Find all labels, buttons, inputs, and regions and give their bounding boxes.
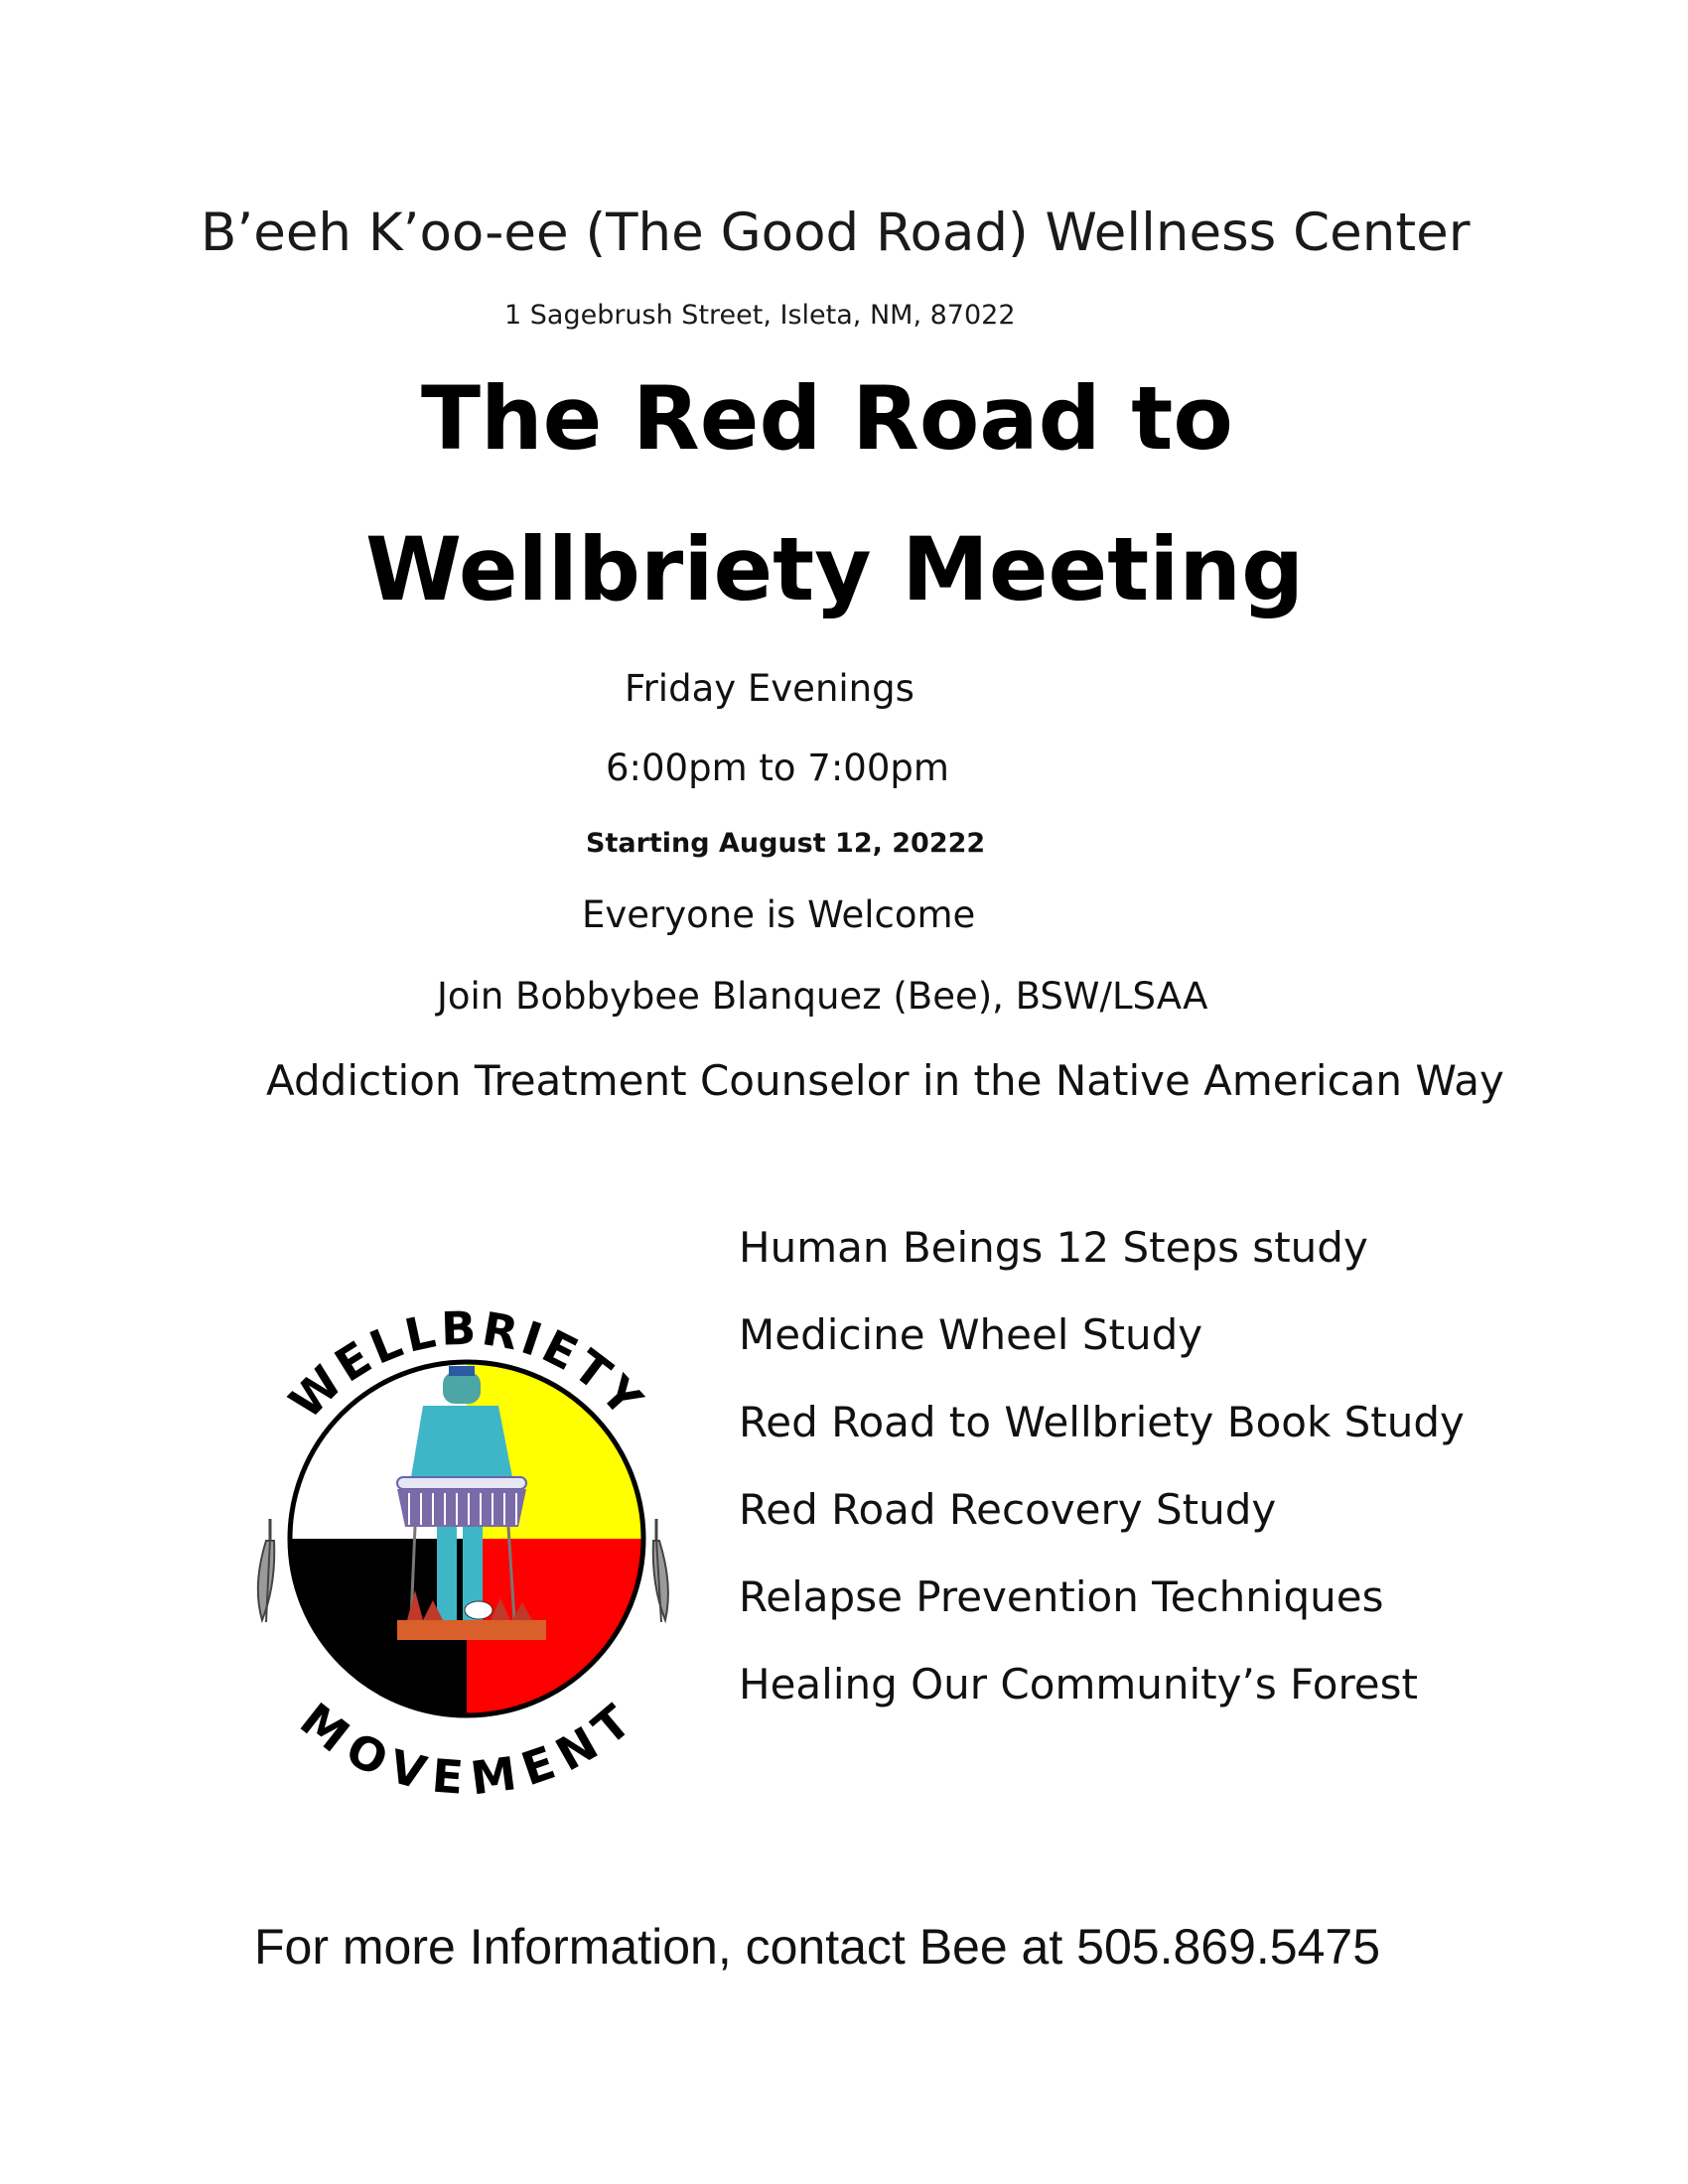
- left-feather-icon: [258, 1519, 274, 1622]
- welcome-text: Everyone is Welcome: [582, 893, 976, 936]
- study-item-1: Human Beings 12 Steps study: [739, 1223, 1368, 1272]
- study-item-4: Red Road Recovery Study: [739, 1485, 1277, 1534]
- logo-bottom-text: MOVEMENT: [290, 1692, 644, 1799]
- logo-top-text: WELLBRIETY: [278, 1302, 655, 1430]
- title-line-1: The Red Road to: [421, 367, 1233, 470]
- meeting-day: Friday Evenings: [625, 667, 914, 710]
- study-item-2: Medicine Wheel Study: [739, 1310, 1203, 1359]
- meeting-time: 6:00pm to 7:00pm: [606, 747, 949, 789]
- right-feather-icon: [653, 1519, 668, 1622]
- study-item-6: Healing Our Community’s Forest: [739, 1660, 1418, 1708]
- title-line-2: Wellbriety Meeting: [365, 518, 1305, 620]
- contact-info: For more Information, contact Bee at 505.869.5475: [254, 1919, 1381, 1975]
- host-role: Addiction Treatment Counselor in the Native American Way: [266, 1056, 1504, 1105]
- center-name: B’eeh K’oo-ee (The Good Road) Wellness Center: [201, 203, 1471, 263]
- wellbriety-movement-logo: [248, 1302, 685, 1799]
- start-date: Starting August 12, 20222: [586, 828, 986, 859]
- host-name: Join Bobbybee Blanquez (Bee), BSW/LSAA: [437, 975, 1208, 1018]
- study-item-3: Red Road to Wellbriety Book Study: [739, 1398, 1465, 1446]
- address: 1 Sagebrush Street, Isleta, NM, 87022: [504, 300, 1016, 331]
- study-item-5: Relapse Prevention Techniques: [739, 1572, 1384, 1621]
